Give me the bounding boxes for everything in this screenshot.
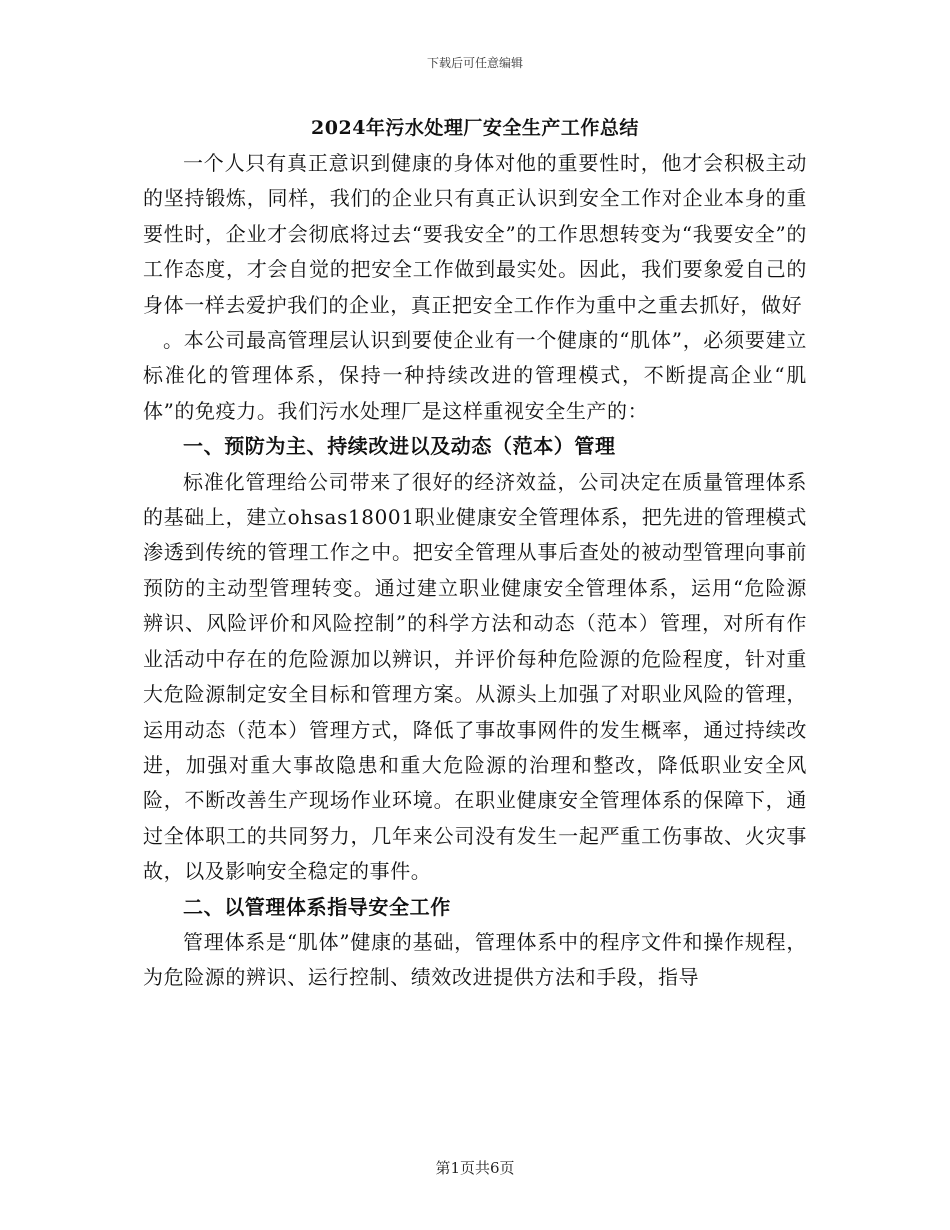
section-heading-1: 一、预防为主、持续改进以及动态（范本）管理 xyxy=(183,434,616,459)
document-body xyxy=(143,146,807,996)
section-heading-2: 二、以管理体系指导安全工作 xyxy=(183,894,451,919)
paragraph-section-2: 管理体系是“肌体”健康的基础，管理体系中的程序文件和操作规程，为危险源的辨识、运行控制、绩效改进提供方法和手段，指导 xyxy=(143,929,807,990)
paragraph-section-1: 标准化管理给公司带来了很好的经济效益，公司决定在质量管理体系的基础上，建立ohsas18001职业健康安全管理体系，把先进的管理模式渗透到传统的管理工作之中。把安全管理从事后查处的被动型管理向事前预防的主动型管理转变。通过建立职业健康安全管理体系，运用“危险源辨识、风险评价和风险控制”的科学方法和动态（范本）管理，对所有作业活动中存在的危险源加以辨识，并评价每种危险源的危险程度，针对重大危险源制定安全目标和管理方案。从源头上加强了对职业风险的管理，运用动态（范本）管理方式，降低了事故事网件的发生概率，通过持续改进，加强对重大事故隐患和重大危险源的治理和整改，降低职业安全风险，不断改善生产现场作业环境。在职业健康安全管理体系的保障下，通过全体职工的共同努力，几年来公司没有发生一起严重工伤事故、火灾事故，以及影响安全稳定的事件。 xyxy=(143,469,807,884)
document-title: 2024年污水处理厂安全生产工作总结 xyxy=(311,117,639,139)
paragraph-intro: 一个人只有真正意识到健康的身体对他的重要性时，他才会积极主动的坚持锻炼，同样，我们的企业只有真正认识到安全工作对企业本身的重要性时，企业才会彻底将过去“要我安全”的工作思想转变为“我要安全”的工作态度，才会自觉的把安全工作做到最实处。因此，我们要象爱自己的身体一样去爱护我们的企业，真正把安全工作作为重中之重去抓好，做好 xyxy=(143,151,807,317)
paragraph-management: 。本公司最高管理层认识到要使企业有一个健康的“肌体”，必须要建立标准化的管理体系，保持一种持续改进的管理模式，不断提高企业“肌体”的免疫力。我们污水处理厂是这样重视安全生产的： xyxy=(143,328,807,423)
header-note: 下载后可任意编辑 xyxy=(426,56,523,70)
page-footer: 第1页共6页 xyxy=(435,1159,515,1177)
